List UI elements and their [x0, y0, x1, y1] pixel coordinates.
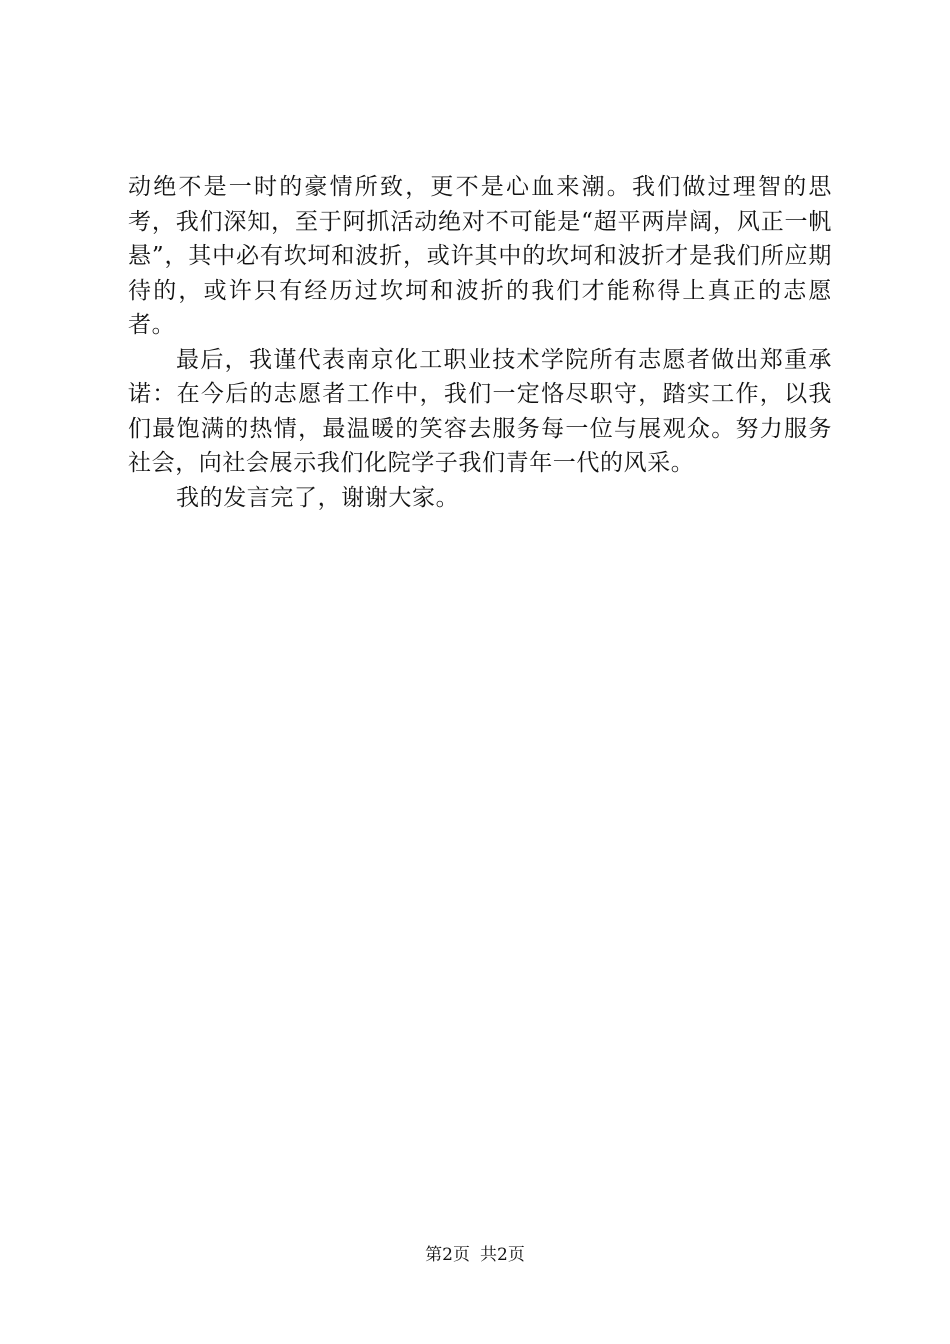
paragraph-continuation: 动绝不是一时的豪情所致，更不是心血来潮。我们做过理智的思考，我们深知，至于阿抓活动绝对不可能是“超平两岸阔，风正一帆悬”，其中必有坎坷和波折，或许其中的坎坷和波折才是我们所应期待的，或许只有经历过坎坷和波折的我们才能称得上真正的志愿者。 — [128, 174, 832, 338]
paragraph-closing: 我的发言完了，谢谢大家。 — [176, 484, 460, 511]
document-body — [128, 170, 832, 515]
page-number-total: 共2页 — [480, 1245, 525, 1265]
page-number-current: 第2页 — [425, 1245, 470, 1265]
paragraph-promise: 最后，我谨代表南京化工职业技术学院所有志愿者做出郑重承诺：在今后的志愿者工作中，我们一定恪尽职守，踏实工作，以我们最饱满的热情，最温暖的笑容去服务每一位与展观众。努力服务社会，向社会展示我们化院学子我们青年一代的风采。 — [128, 346, 832, 476]
page-footer — [0, 1243, 950, 1267]
